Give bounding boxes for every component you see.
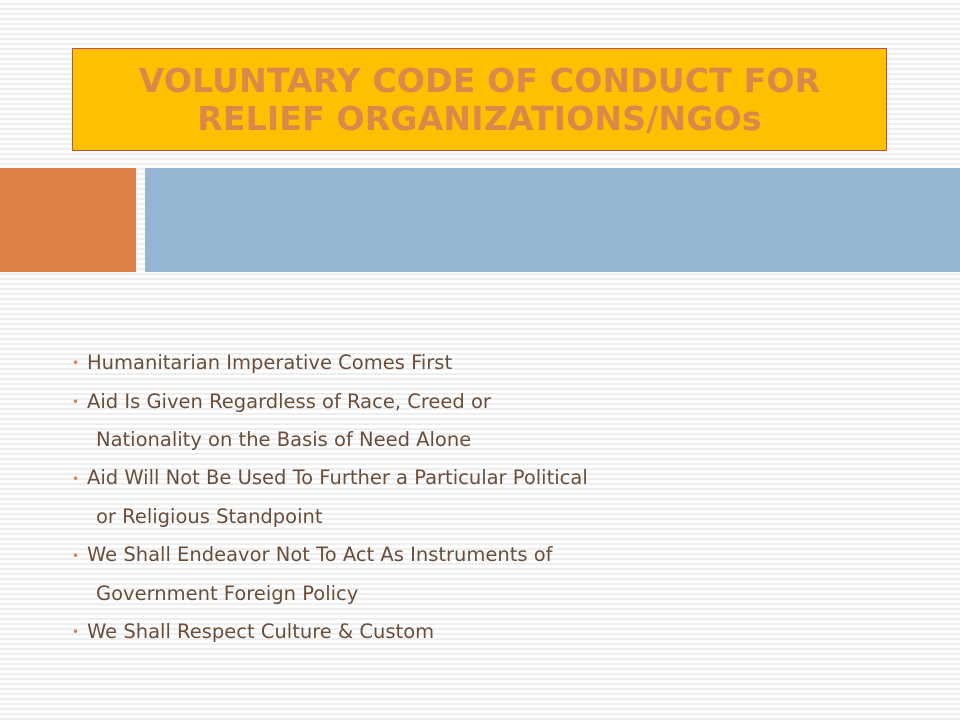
bullet-item-2 xyxy=(72,383,588,422)
bullet-text: Humanitarian Imperative Comes First xyxy=(87,351,453,374)
bullet-text: Aid Is Given Regardless of Race, Creed or xyxy=(87,389,491,413)
bullet-text: We Shall Endeavor Not To Act As Instruments of xyxy=(87,543,553,567)
slide-title xyxy=(139,62,821,138)
bullet-dot-icon: • xyxy=(72,356,80,371)
bullet-item-2-continuation xyxy=(72,421,588,459)
bullet-item-5 xyxy=(72,613,588,652)
bullet-continuation-text: or Religious Standpoint xyxy=(96,504,323,528)
bullet-dot-icon: • xyxy=(72,625,80,640)
bullet-item-3 xyxy=(72,459,588,498)
bullet-text: We Shall Respect Culture & Custom xyxy=(87,619,435,643)
accent-bar-orange xyxy=(0,168,136,272)
bullet-item-3-continuation xyxy=(72,498,588,536)
title-line-1: VOLUNTARY CODE OF CONDUCT FOR xyxy=(138,60,821,100)
bullet-item-1 xyxy=(72,344,588,383)
bullet-item-4-continuation xyxy=(72,575,588,613)
bullet-continuation-text: Government Foreign Policy xyxy=(96,581,359,605)
accent-bar-blue xyxy=(145,168,960,272)
title-line-2: RELIEF ORGANIZATIONS/NGOs xyxy=(197,98,762,138)
bullet-item-4 xyxy=(72,536,588,575)
bullet-continuation-text: Nationality on the Basis of Need Alone xyxy=(96,428,472,452)
bullet-dot-icon: • xyxy=(72,471,80,486)
bullet-dot-icon: • xyxy=(72,394,80,409)
bullet-list xyxy=(72,344,588,652)
bullet-dot-icon: • xyxy=(72,548,80,563)
bullet-text: Aid Will Not Be Used To Further a Particular Political xyxy=(87,466,588,490)
title-box xyxy=(72,48,887,151)
